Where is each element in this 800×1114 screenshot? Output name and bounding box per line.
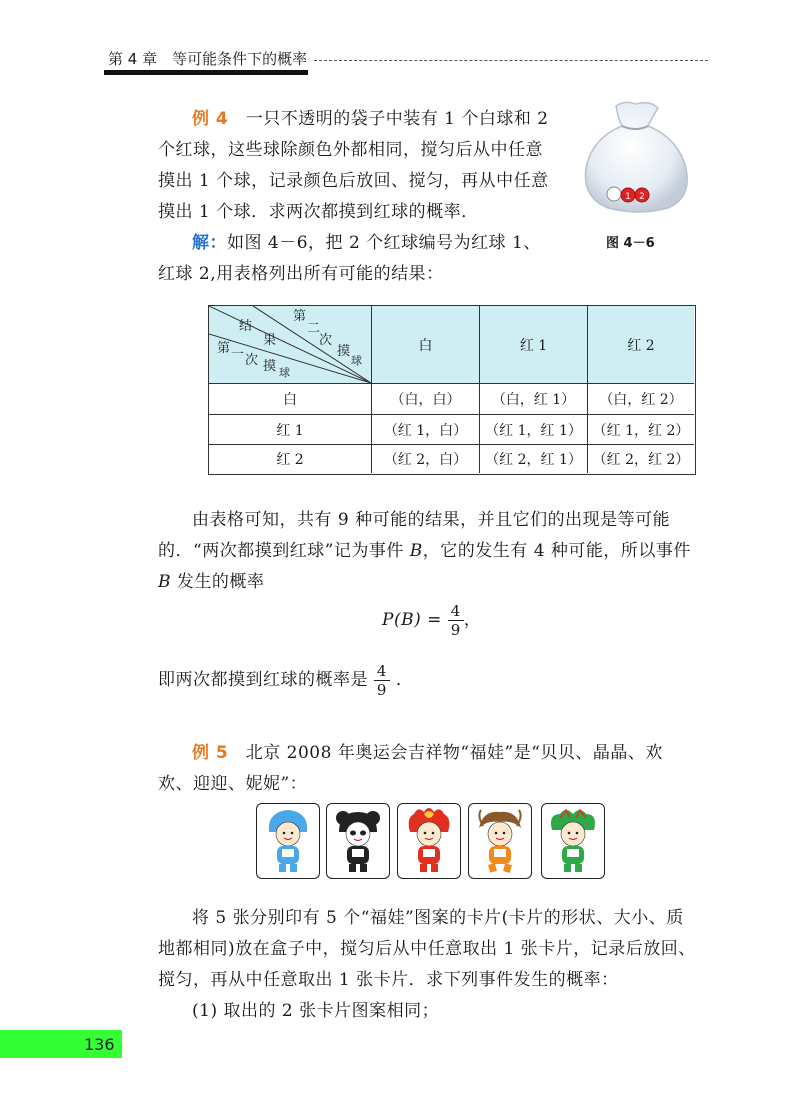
corner-diagonals [209, 306, 371, 383]
event-b: B [409, 541, 423, 561]
chapter-header: 第 4 章 等可能条件下的概率 [108, 50, 308, 68]
corner-top-char-4: 摸 [337, 344, 351, 359]
example5-para-line2: 地都相同)放在盒子中，搅匀后从中任意取出 1 张卡片，记录后放回、 [158, 939, 696, 959]
example4-line4: 摸出 1 个球．求两次都摸到红球的概率． [158, 202, 479, 222]
example4-line2: 个红球，这些球除颜色外都相同，搅匀后从中任意 [158, 140, 543, 160]
mascot-huanhuan-icon [398, 804, 460, 878]
table-cell: （红 2，红 1） [479, 444, 587, 473]
mascot-card-yingying [468, 803, 532, 879]
corner-mid-char-2: 果 [263, 333, 277, 348]
example5-para-line1: 将 5 张分别印有 5 个“福娃”图案的卡片(卡片的形状、大小、质 [192, 908, 684, 928]
formula-fraction [448, 602, 464, 639]
corner-top-char-2: 二 [307, 321, 321, 336]
example5-item1: (1) 取出的 2 张卡片图案相同； [192, 1001, 440, 1021]
corner-top-char-1: 第 [293, 309, 307, 324]
conclusion-fraction [374, 662, 390, 699]
conclusion-tail: ． [395, 670, 414, 690]
row-label-red1: 红 1 [209, 414, 371, 444]
analysis-text2b: ，它的发生有 4 种可能，所以事件 [422, 541, 691, 561]
formula-lhs: P(B) = [382, 610, 442, 630]
mascot-card-huanhuan [397, 803, 461, 879]
ball-label-2: 2 [639, 192, 645, 202]
table-cell: （红 2，红 2） [587, 444, 694, 473]
solution-text1: 如图 4－6，把 2 个红球编号为红球 1、 [227, 233, 541, 253]
event-b-2: B [158, 572, 171, 592]
example5-line1 [192, 738, 663, 763]
probability-formula [382, 602, 481, 639]
analysis-line3 [158, 567, 264, 592]
example4-label: 例 4 [192, 109, 229, 129]
col-header-red2: 红 2 [587, 306, 694, 383]
figure-caption: 图 4－6 [606, 236, 655, 251]
fraction-denominator: 9 [450, 621, 461, 639]
analysis-line2 [158, 536, 691, 561]
mascot-card-nini [541, 803, 605, 879]
example4-line3: 摸出 1 个球，记录颜色后放回、搅匀，再从中任意 [158, 171, 549, 191]
example4-line1 [192, 104, 549, 129]
analysis-line1: 由表格可知，共有 9 种可能的结果，并且它们的出现是等可能 [192, 510, 671, 530]
corner-bottom-char-4: 摸 [263, 359, 277, 374]
analysis-text3: 发生的概率 [171, 572, 265, 592]
corner-bottom-char-5: 球 [279, 366, 290, 379]
ball-label-1: 1 [625, 192, 631, 202]
solution-line2: 红球 2,用表格列出所有可能的结果： [158, 264, 444, 284]
corner-top-char-3: 次 [319, 333, 333, 348]
conclusion-text: 即两次都摸到红球的概率是 [158, 670, 368, 690]
row-label-white: 白 [209, 383, 371, 414]
formula-tail: ， [463, 610, 482, 630]
mascot-yingying-icon [469, 804, 531, 878]
row-label-red2: 红 2 [209, 444, 371, 473]
col-header-red1: 红 1 [479, 306, 587, 383]
header-dashed-line [314, 60, 708, 61]
fraction-numerator: 4 [448, 602, 464, 621]
conclusion-denominator: 9 [376, 681, 387, 699]
example5-para-line3: 搅匀，再从中任意取出 1 张卡片．求下列事件发生的概率： [158, 970, 619, 990]
example5-label: 例 5 [192, 743, 229, 763]
corner-bottom-char-3: 次 [245, 353, 259, 368]
mascot-nini-icon [542, 804, 604, 878]
example5-line2: 欢、迎迎、妮妮”： [158, 774, 308, 794]
table-cell: （红 1，白） [371, 414, 479, 444]
corner-mid-char-1: 结 [239, 319, 253, 334]
analysis-text2a: 的．“两次都摸到红球”记为事件 [158, 541, 410, 561]
example4-text1: 一只不透明的袋子中装有 1 个白球和 2 [245, 109, 549, 129]
solution-line1 [192, 228, 541, 253]
table-cell: （白，红 2） [587, 383, 694, 414]
table-cell: （白，白） [371, 383, 479, 414]
conclusion-line [158, 662, 413, 699]
mascot-card-jingjing [326, 803, 390, 879]
outcome-table [208, 305, 696, 475]
example5-text1: 北京 2008 年奥运会吉祥物“福娃”是“贝贝、晶晶、欢 [245, 743, 663, 763]
table-cell: （红 1，红 1） [479, 414, 587, 444]
corner-bottom-char-2: 一 [231, 347, 245, 362]
table-cell: （红 1，红 2） [587, 414, 694, 444]
solution-label: 解： [192, 233, 227, 253]
table-cell: （红 2，白） [371, 444, 479, 473]
table-corner-cell [209, 306, 371, 383]
mascot-beibei-icon [257, 804, 319, 878]
conclusion-numerator: 4 [374, 662, 390, 681]
bag-illustration [578, 98, 694, 218]
corner-top-char-5: 球 [351, 354, 362, 367]
corner-bottom-char-1: 第 [217, 341, 231, 356]
page-number: 136 [84, 1035, 115, 1054]
table-cell: （白，红 1） [479, 383, 587, 414]
header-underline-bar [104, 70, 308, 75]
mascot-card-beibei [256, 803, 320, 879]
mascot-jingjing-icon [327, 804, 389, 878]
col-header-white: 白 [371, 306, 479, 383]
